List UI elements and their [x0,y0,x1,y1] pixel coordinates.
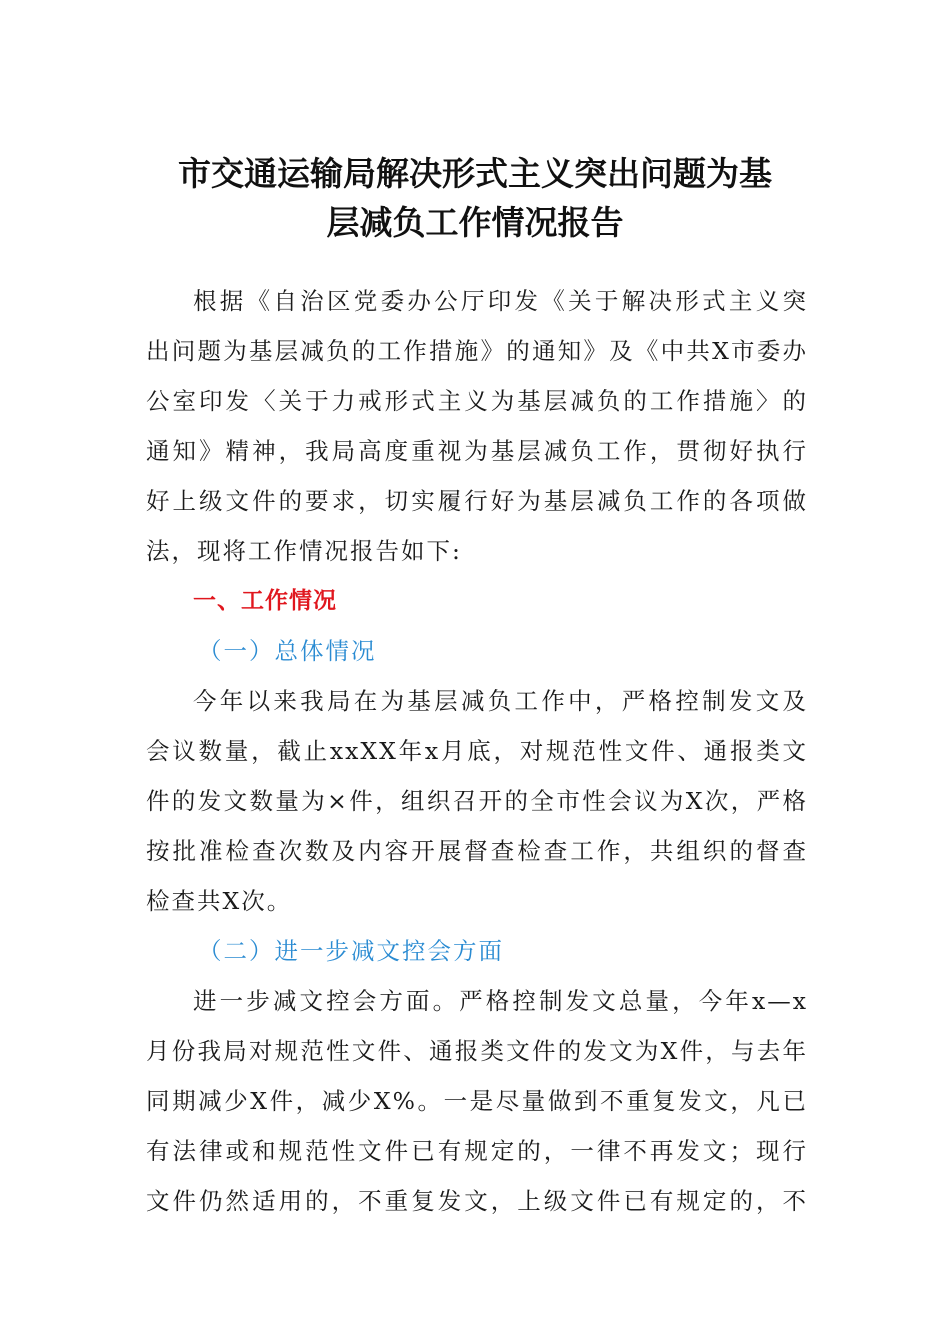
intro-line: 好上级文件的要求，切实履行好为基层减负工作的各项做 [146,487,808,515]
document-title-line-2: 层减负工作情况报告 [326,203,624,242]
paragraph-line: 件的发文数量为×件，组织召开的全市性会议为X次，严格 [146,787,808,815]
paragraph-line: 会议数量，截止xxXX年x月底，对规范性文件、通报类文 [146,737,808,765]
document-body [146,276,808,1226]
paragraph-line: 进一步减文控会方面。严格控制发文总量，今年x—x [193,987,808,1015]
document-title-line-1: 市交通运输局解决形式主义突出问题为基 [178,154,772,193]
section-heading-work-status: 一、工作情况 [193,588,337,614]
paragraph-line: 按批准检查次数及内容开展督查检查工作，共组织的督查 [146,837,808,865]
subsection-heading-reduce-documents: （二）进一步减文控会方面 [198,937,504,965]
paragraph-line: 有法律或和规范性文件已有规定的，一律不再发文；现行 [146,1137,808,1165]
intro-line: 根据《自治区党委办公厅印发《关于解决形式主义突 [193,287,808,315]
intro-line: 公室印发〈关于力戒形式主义为基层减负的工作措施〉的 [146,387,808,415]
intro-line: 出问题为基层减负的工作措施》的通知》及《中共X市委办 [146,337,808,365]
intro-line: 法，现将工作情况报告如下: [146,537,462,565]
intro-line: 通知》精神，我局高度重视为基层减负工作，贯彻好执行 [146,437,808,465]
paragraph-line: 月份我局对规范性文件、通报类文件的发文为X件，与去年 [146,1037,808,1065]
subsection-heading-overall: （一）总体情况 [198,637,377,665]
paragraph-line: 检查共X次。 [146,887,293,915]
paragraph-line: 今年以来我局在为基层减负工作中，严格控制发文及 [193,687,808,715]
paragraph-line: 同期减少X件，减少X%。一是尽量做到不重复发文，凡已 [146,1087,808,1115]
paragraph-line: 文件仍然适用的，不重复发文，上级文件已有规定的，不 [146,1187,808,1215]
